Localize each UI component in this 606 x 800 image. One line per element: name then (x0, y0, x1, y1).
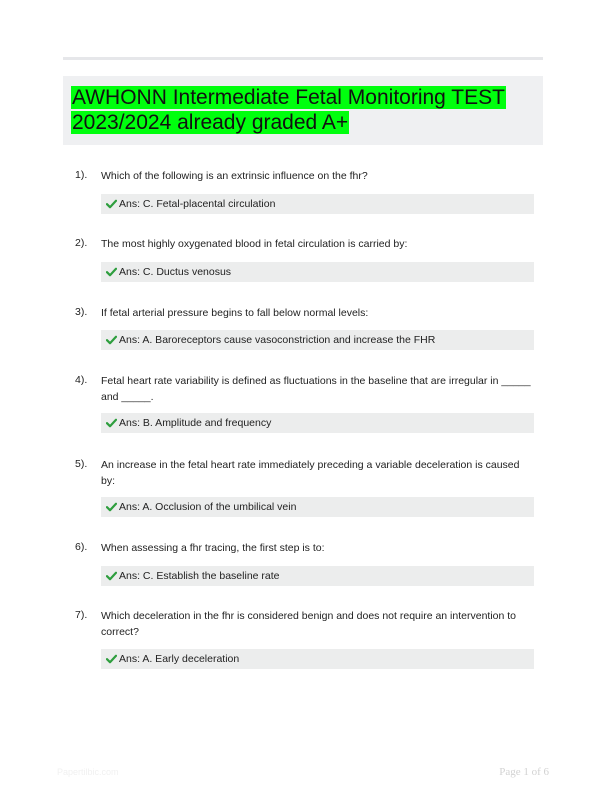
answer-box (101, 649, 534, 669)
question-number: 3). (75, 306, 88, 318)
check-icon (106, 571, 117, 581)
check-icon (106, 199, 117, 209)
answer-text: Ans: A. Occlusion of the umbilical vein (119, 501, 297, 513)
question-text: Which of the following is an extrinsic influence on the fhr? (101, 170, 368, 182)
question-text: If fetal arterial pressure begins to fall below normal levels: (101, 307, 369, 319)
question-text: The most highly oxygenated blood in fetal circulation is carried by: (101, 238, 408, 250)
title-banner (63, 76, 543, 145)
question-number: 5). (75, 458, 88, 470)
check-icon (106, 654, 117, 664)
check-icon (106, 267, 117, 277)
question-number: 2). (75, 237, 88, 249)
check-icon (106, 335, 117, 345)
answer-box (101, 262, 534, 282)
check-icon (106, 502, 117, 512)
answer-box (101, 330, 534, 350)
question-text: An increase in the fetal heart rate immediately preceding a variable deceleration is caused by: (101, 459, 520, 487)
document-title (71, 85, 531, 135)
question-number: 7). (75, 609, 88, 621)
question-number: 6). (75, 541, 88, 553)
answer-text: Ans: B. Amplitude and frequency (119, 417, 272, 429)
answer-box (101, 566, 534, 586)
question-number: 1). (75, 169, 88, 181)
answer-text: Ans: C. Establish the baseline rate (119, 570, 280, 582)
answer-box (101, 497, 534, 517)
footer-watermark: Papertilbic.com (57, 767, 119, 777)
question-text: When assessing a fhr tracing, the first step is to: (101, 542, 325, 554)
page-number: Page 1 of 6 (499, 766, 549, 778)
top-divider (63, 57, 543, 60)
question-number: 4). (75, 374, 88, 386)
answer-text: Ans: A. Baroreceptors cause vasoconstriction and increase the FHR (119, 334, 436, 346)
title-highlight: AWHONN Intermediate Fetal Monitoring TEST 2023/2024 already graded A+ (72, 86, 505, 134)
answer-box (101, 413, 534, 433)
answer-text: Ans: A. Early deceleration (119, 653, 240, 665)
answer-text: Ans: C. Fetal-placental circulation (119, 198, 276, 210)
question-text: Fetal heart rate variability is defined as fluctuations in the baseline that are irregular in _____ and _____. (101, 375, 531, 403)
answer-text: Ans: C. Ductus venosus (119, 266, 232, 278)
question-text: Which deceleration in the fhr is considered benign and does not require an intervention to correct? (101, 610, 517, 638)
answer-box (101, 194, 534, 214)
check-icon (106, 418, 117, 428)
